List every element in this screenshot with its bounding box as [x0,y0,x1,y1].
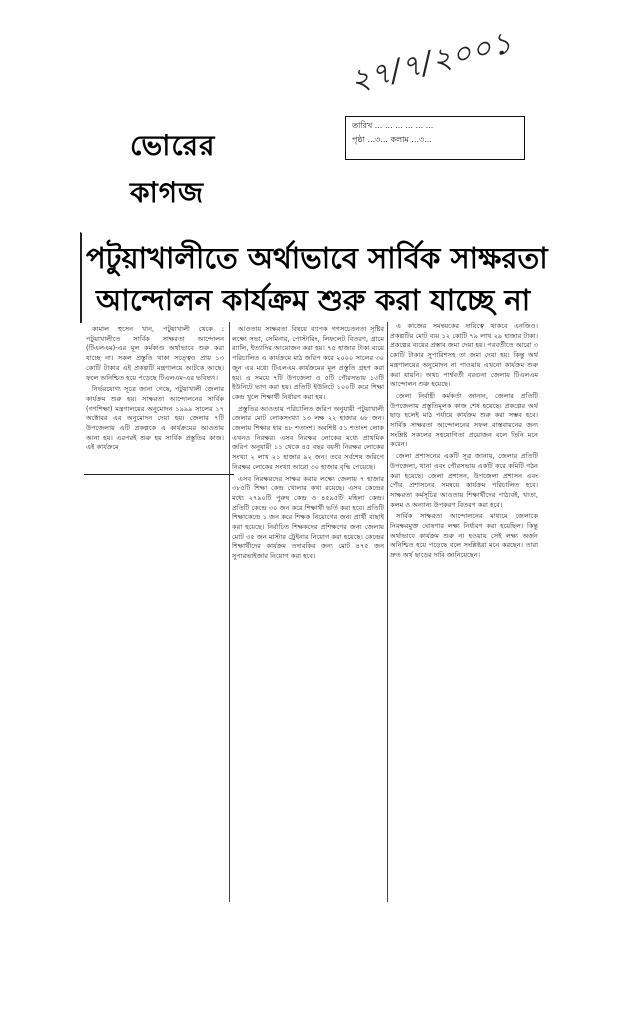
column-3-paragraph: সার্বিক সাক্ষরতা আন্দোলনের মাধ্যমে জেলাকে নিরক্ষরমুক্ত ঘোষণার লক্ষ্য নির্ধারণ করা হয়েছিল। কিন্তু অর্থাভাবে কার্যক্রম শুরু না হওয়ায় সেই লক্ষ্য অর্জন অনিশ্চিত হয়ে পড়েছে বলে সংশ্লিষ্টরা মনে করছেন। তারা দ্রুত অর্থ ছাড়ের দাবি জানিয়েছেন। [390,512,538,560]
column-1-end-rule [84,474,234,475]
headline-line-2: আন্দোলন কার্যক্রম শুরু করা যাচ্ছে না [96,283,531,317]
clip-date-row: তারিখ ... ... ... ... ... ... [352,121,434,130]
column-3-paragraph: জেলা প্রশাসনের একটি সূত্র জানায়, জেলার প্রতিটি উপজেলা, থানা এবং পৌরসভায় একটি করে কমিটি গঠন করা হয়েছে। জেলা প্রশাসন, উপজেলা প্রশাসন এবং পৌর প্রশাসনের সমন্বয়ে কার্যক্রম পরিচালিত হবে। সাক্ষরতা কর্মসূচির আওতায় শিক্ষার্থীদের পাঠ্যবই, খাতা, কলম ও অন্যান্য উপকরণ বিতরণ করা হবে। [390,452,538,509]
column-3-paragraph: জেলা নির্বাহী কর্মকর্তা জানান, জেলার প্রতিটি উপজেলায় প্রস্তুতিমূলক কাজ শেষ হয়েছে। প্রকল্পের অর্থ ছাড় হলেই মাঠ পর্যায়ে কার্যক্রম শুরু করা সম্ভব হবে। সার্বিক সাক্ষরতা আন্দোলনের সফল বাস্তবায়নের জন্য সংশ্লিষ্ট সকলের সহযোগিতা প্রয়োজন বলে তিনি মনে করেন। [390,391,538,449]
column-1-paragraph: নির্ভরযোগ্য সূত্রে জানা গেছে, পটুয়াখালী জেলার কার্যক্রম শুরু হয়। সাক্ষরতা আন্দোলনের সার্বিক (গণশিক্ষা) মন্ত্রণালয়ের অনুমোদন ১৯৯৯ সালের ১৭ অক্টোবর এর অনুমোদন দেয়া হয়। জেলার ৭টি উপজেলায় এটি প্রকল্পকে এ কার্যক্রমের আওতায় আনা হয়। এরপরই শুরু হয় সার্বিক প্রস্তুতির কাজ। এই কার্যক্রমে [86,385,224,452]
newspaper-masthead: ভোরের কাগজ [130,129,216,209]
headline-line-1: পটুয়াখালীতে অর্থাভাবে সার্বিক সাক্ষরতা [86,241,548,275]
column-3-paragraph: এ কাজের সমন্বয়কের দায়িত্বে থাকবে এনজিও। প্রকল্পটির মোট ব্যয় ১২ কোটি ৭৯ লাখ ২৯ হাজার টাকা। প্রকল্পের ব্যয়ের প্রস্তাব জমা দেয়া হয়। পরবর্তীতে আরো ৩ কোটি টাকার সুপারিশসহ তা জমা দেয়া হয়। কিন্তু অর্থ মন্ত্রণালয়ের অনুমোদন না পাওয়ায় এখনো কার্যক্রম শুরু করা যায়নি। অথচ পার্শ্ববর্তী বরগুনা জেলায় টিএলএম আন্দোলন শুরু হয়েছে। [390,322,538,389]
column-divider-1 [229,322,230,902]
clipping-info-box [345,116,525,160]
article-column-3 [390,322,538,900]
column-1-paragraph: কামাল হুসেন খান, পটুয়াখালী থেকে : পটুয়াখালীতে সার্বিক সাক্ষরতা আন্দোলন (টিএলএম)-এর মূল কর্মকাণ্ড অর্থাভাবে শুরু করা যাচ্ছে না। সকল প্রস্তুতি থাকা সত্ত্বেও প্রায় ১৩ কোটি টাকার এই প্রকল্পটি মন্ত্রণালয়ে আটকে আছে। ফলে অনিশ্চিত হয়ে পড়েছে টিএলএম-এর ভবিষ্যৎ। [86,325,224,382]
column-2-paragraph: প্রস্তুতির আওতায় পরিচালিত জরিপ অনুযায়ী পটুয়াখালী জেলার মোট লোকসংখ্যা ১৩ লক্ষ ২২ হাজার ৬৮ জন। জেলায় শিক্ষার হার ৪৮ শতাংশ। অবশিষ্ট ৫১ শতাংশ লোক এখনও নিরক্ষর। এসব নিরক্ষর লোকের মধ্যে প্রাথমিক জরিপ অনুযায়ী ১১ থেকে ৪৫ বছর বয়সী নিরক্ষর লোকের সংখ্যা ২ লাখ ২১ হাজার ৯২ জন। তবে সর্বশেষ জরিপে নিরক্ষর লোকের সংখ্যা আরো ৩০ হাজার বৃদ্ধি পেয়েছে। [232,404,384,471]
column-2-paragraph: এসব নিরক্ষরদের সাক্ষর করার লক্ষ্যে জেলায় ৭ হাজার ৩৮৫টি শিক্ষা কেন্দ্র খোলার কথা রয়েছে। এসব কেন্দ্রের মধ্যে ২৭৯০টি পুরুষ কেন্দ্র ও ৪৫৯৫টি মহিলা কেন্দ্র। প্রতিটি কেন্দ্রে ৩০ জন করে শিক্ষার্থী ভর্তি করা হবে। প্রতিটি শিক্ষাকেন্দ্রে ১ জন করে শিক্ষক নিয়োগের জন্য প্রার্থী বাছাই করা হয়েছে। নির্বাচিত শিক্ষকদের প্রশিক্ষণের জন্য জেলায় মোট ৩৫ জন মাস্টার ট্রেইনার নিয়োগ করা হয়েছে। কেন্দ্রের শিক্ষার্থীদের কার্যক্রম তদারকির জন্য মোট ৪৭৫ জন সুপারভাইজার নিয়োগ করা হবে। [232,474,384,561]
article-column-1 [86,325,224,471]
article-column-2 [232,325,384,899]
column-divider-2 [387,322,388,902]
handwritten-date-stamp: ২৭/৭/২০০১ [346,25,517,100]
clip-page-column-row: পৃষ্ঠা ...৩... কলাম ...৩... [352,135,432,144]
column-2-paragraph: আওতায় সাক্ষরতা বিষয়ে ব্যাপক গণসচেতনতা সৃষ্টির লক্ষ্যে সভা, সেমিনার, পোস্টারিং, লিফলেট বিতরণ, গ্রামে র‍্যালি, ইত্যাদির আয়োজন করা হয়। ৭৫ হাজার টাকা ব্যয়ে পরিচালিত এ কার্যক্রমে মাঠ জরিপ করে ২০০০ সালের ৩০ জুন এর মধ্যে টিএলএম কার্যক্রমের মূল প্রস্তুতি গ্রহণ করা হয়। এ সময়ে ৭টি উপজেলা ও ৫টি পৌরসভায় ১৩টি ইউনিটে ভাগ করা হয়। প্রতিটি ইউনিটে ১০০টি করে শিক্ষা কেন্দ্র খুলে শিক্ষার্থী নির্ধারণ করা হয়। [232,325,384,401]
